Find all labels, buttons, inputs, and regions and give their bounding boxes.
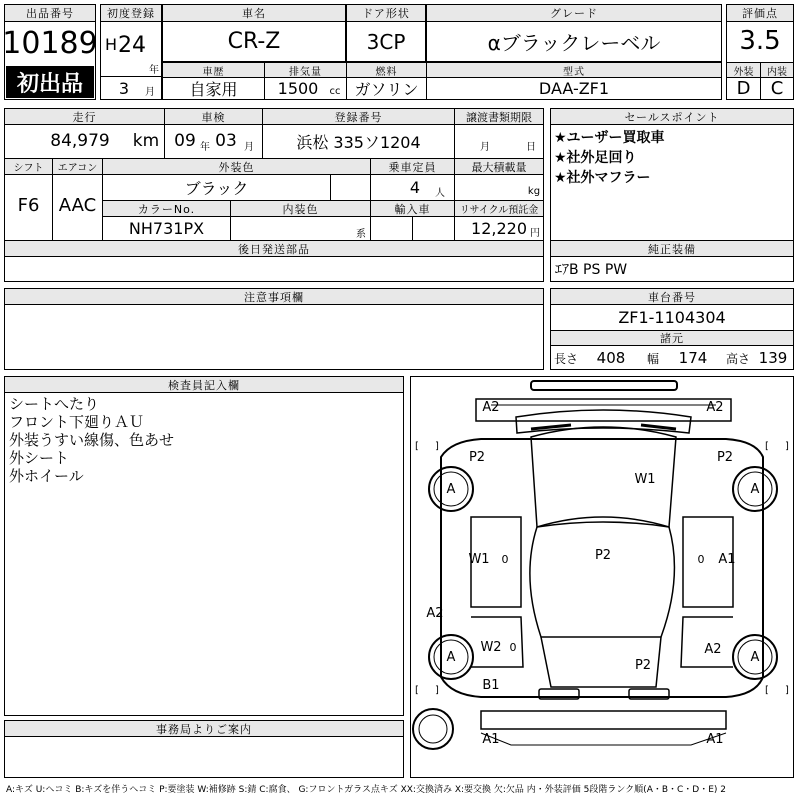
model: DAA-ZF1 (538, 79, 610, 98)
recycle: 12,220 (471, 218, 527, 238)
import-label: 輸入車 (371, 201, 454, 216)
height: 139 (758, 349, 788, 367)
exterior-grade: D (736, 78, 751, 99)
mark-rear-right-corner: A1 (706, 731, 724, 747)
year-unit: 年 (149, 64, 159, 76)
bracket: [ (765, 440, 769, 452)
length: 408 (596, 349, 626, 367)
recycle-unit: 円 (530, 227, 540, 239)
capacity: 4 (409, 177, 421, 197)
mark-left-door-zero: 0 (501, 552, 509, 566)
height-label: 高さ (725, 351, 750, 366)
transfer-label: 譲渡書類期限 (455, 109, 543, 124)
bracket: ] (785, 684, 789, 696)
bracket: [ (415, 440, 419, 452)
sales-points-list (554, 128, 792, 188)
interior-grade: C (770, 78, 784, 99)
legend: A:キズ U:ヘコミ B:キズを伴うヘコミ P:要塗装 W:補修跡 S:錆 C:腐食、 G:フロントガラス点キズ XX:交換済み X:要交換 欠:欠品 内・外装評価 5段階ランク順(A・B・C・D・E) 2 (6, 784, 727, 795)
inspector-line: シートへたり (9, 395, 100, 413)
inspection-year: 09 (174, 131, 196, 151)
width-label: 幅 (646, 351, 659, 366)
mark-left-rear-quarter: B1 (482, 677, 500, 693)
car-outline (411, 377, 793, 777)
score-label: 評価点 (727, 5, 793, 21)
grade-label: グレード (427, 5, 721, 21)
later-parts-label: 後日発送部品 (5, 241, 543, 256)
inspector-notes (9, 395, 399, 485)
mark-right-door: A1 (718, 551, 736, 567)
bracket: ] (435, 440, 439, 452)
car-diagram (410, 376, 794, 778)
fuel: ガソリン (354, 80, 419, 99)
mark-left-door: W1 (468, 551, 490, 567)
history-label: 車歴 (163, 63, 264, 77)
ext-color: ブラック (184, 178, 249, 198)
lot-number: 10189 (2, 25, 98, 61)
int-color-label: 内装色 (231, 201, 370, 216)
grade: αブラックレーベル (487, 31, 661, 55)
sales-point: ★社外足回り (554, 150, 637, 166)
inspection-label: 車検 (165, 109, 262, 124)
inspector-line: 外シート (9, 449, 70, 467)
reg-no-label: 登録番号 (263, 109, 454, 124)
door-type: 3CP (366, 29, 406, 54)
mark-trunk: P2 (634, 657, 652, 673)
sales-point: ★ユーザー買取車 (554, 130, 665, 146)
bracket: [ (415, 684, 419, 696)
genuine: ｴｱB PS PW (555, 262, 628, 278)
transfer-day-unit: 日 (526, 141, 536, 153)
capacity-unit: 人 (435, 187, 445, 199)
model-label: 型式 (427, 63, 721, 77)
chassis: ZF1-1104304 (618, 307, 726, 327)
recycle-label: リサイクル預託金 (455, 201, 543, 216)
first-reg-year: 24 (118, 32, 146, 58)
history: 自家用 (189, 80, 238, 99)
score-value: 3.5 (739, 26, 781, 56)
displacement: 1500 (277, 79, 319, 98)
exterior-label: 外装 (727, 63, 760, 77)
aircon: AAC (58, 194, 97, 216)
bracket: [ (765, 684, 769, 696)
max-load-label: 最大積載量 (455, 159, 543, 174)
capacity-label: 乗車定員 (371, 159, 454, 174)
first-listing-badge: 初出品 (6, 66, 94, 98)
car-name: CR-Z (227, 29, 281, 54)
mark-right-front-fender: P2 (716, 449, 734, 465)
genuine-label: 純正装備 (551, 241, 793, 256)
mileage-label: 走行 (5, 109, 164, 124)
mark-front-left-corner: A2 (482, 399, 500, 415)
bracket: ] (435, 684, 439, 696)
caution-label: 注意事項欄 (5, 289, 543, 304)
displacement-unit: cc (329, 85, 341, 97)
sales-point: ★社外マフラー (554, 170, 651, 186)
inspector-line: 外ホイール (9, 467, 84, 485)
car-name-label: 車名 (163, 5, 345, 21)
mark-right-front-wheel: A (750, 481, 760, 497)
era-letter: H (104, 34, 118, 54)
interior-label: 内装 (761, 63, 793, 77)
inspection-month-unit: 月 (244, 141, 254, 153)
aircon-label: エアコン (53, 159, 102, 174)
max-load-unit: kg (527, 185, 541, 197)
mark-left-rear-zero: 0 (509, 640, 517, 654)
mark-front-right-corner: A2 (706, 399, 724, 415)
reg-no: 浜松 335ソ1204 (296, 132, 421, 152)
mark-left-rear-fender: W2 (480, 639, 502, 655)
chassis-label: 車台番号 (551, 289, 793, 304)
color-no: NH731PX (128, 218, 205, 238)
bracket: ] (785, 440, 789, 452)
inspection-month: 03 (215, 131, 237, 151)
shift: F6 (17, 194, 40, 216)
mark-roof: P2 (594, 547, 612, 563)
office-label: 事務局よりご案内 (5, 721, 403, 736)
mark-right-rear-fender: A2 (704, 641, 722, 657)
inspector-line: 外装うすい線傷、色あせ (9, 431, 175, 449)
first-reg-label: 初度登録 (101, 5, 161, 21)
ext-color-label: 外装色 (103, 159, 370, 174)
door-label: ドア形状 (347, 5, 425, 21)
color-no-label: カラーNo. (103, 201, 230, 216)
inspector-line: フロント下廻りＡＵ (9, 413, 145, 431)
shift-label: シフト (5, 159, 52, 174)
inspection-year-unit: 年 (200, 141, 210, 153)
month-unit: 月 (145, 86, 155, 98)
mileage: 84,979 (50, 131, 110, 151)
lot-label: 出品番号 (5, 5, 95, 21)
mark-right-door-zero: 0 (697, 552, 705, 566)
inspector-label: 検査員記入欄 (5, 377, 403, 392)
mark-left-rocker: A2 (426, 605, 444, 621)
displacement-label: 排気量 (265, 63, 346, 77)
mark-left-rear-wheel: A (446, 649, 456, 665)
sales-points-label: セールスポイント (551, 109, 793, 124)
mark-right-rear-wheel: A (750, 649, 760, 665)
mark-rear-left-corner: A1 (482, 731, 500, 747)
width: 174 (678, 349, 708, 367)
fuel-label: 燃料 (347, 63, 426, 77)
length-label: 長さ (554, 351, 579, 366)
int-color-unit: 系 (356, 228, 366, 240)
mark-left-front-fender: P2 (468, 449, 486, 465)
first-reg-month: 3 (118, 78, 130, 98)
mileage-unit: km (132, 131, 160, 151)
dims-label: 諸元 (551, 331, 793, 345)
mark-hood: W1 (634, 471, 656, 487)
transfer-month-unit: 月 (480, 141, 490, 153)
mark-left-front-wheel: A (446, 481, 456, 497)
